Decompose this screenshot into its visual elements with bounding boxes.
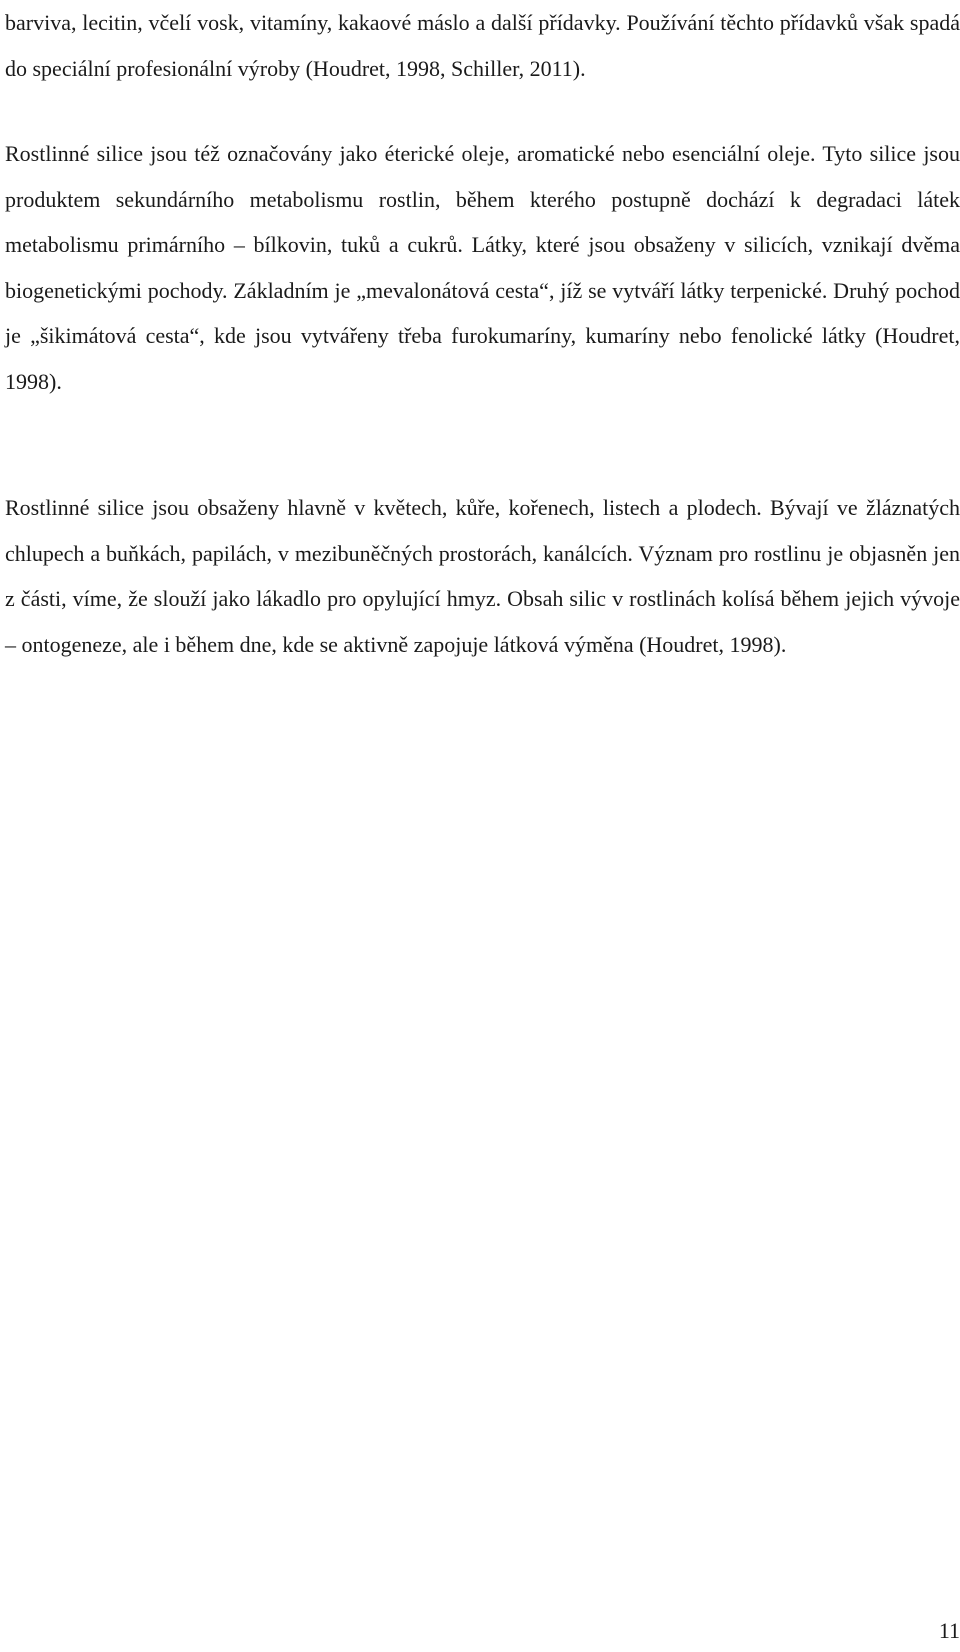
paragraph-continuation: barviva, lecitin, včelí vosk, vitamíny, kakaové máslo a další přídavky. Používání těchto přídavků však spadá do speciální profesionální výroby (Houdret, 1998, Schiller, 2011). (5, 10, 960, 81)
page-number: 11 (938, 1618, 960, 1643)
paragraph-oil-location: Rostlinné silice jsou obsaženy hlavně v květech, kůře, kořenech, listech a plodech. Bývají ve žláznatých chlupech a buňkách, papilách, v mezibuněčných prostorách, kanálcích. Význam pro rostlinu je objasněn jen z části, víme, že slouží jako lákadlo pro opylující hmyz. Obsah silic v rostlinách kolísá během jejich vývoje – ontogeneze, ale i během dne, kde se aktivně zapojuje látková výměna (Houdret, 1998). (5, 495, 960, 657)
paragraph-essential-oils: Rostlinné silice jsou též označovány jako éterické oleje, aromatické nebo esenciální oleje. Tyto silice jsou produktem sekundárního metabolismu rostlin, během kterého postupně dochází k degradaci látek metabolismu primárního – bílkovin, tuků a cukrů. Látky, které jsou obsaženy v silicích, vznikají dvěma biogenetickými pochody. Základním je „mevalonátová cesta“, jíž se vytváří látky terpenické. Druhý pochod je „šikimátová cesta“, kde jsou vytvářeny třeba furokumaríny, kumaríny nebo fenolické látky (Houdret, 1998). (5, 141, 960, 394)
